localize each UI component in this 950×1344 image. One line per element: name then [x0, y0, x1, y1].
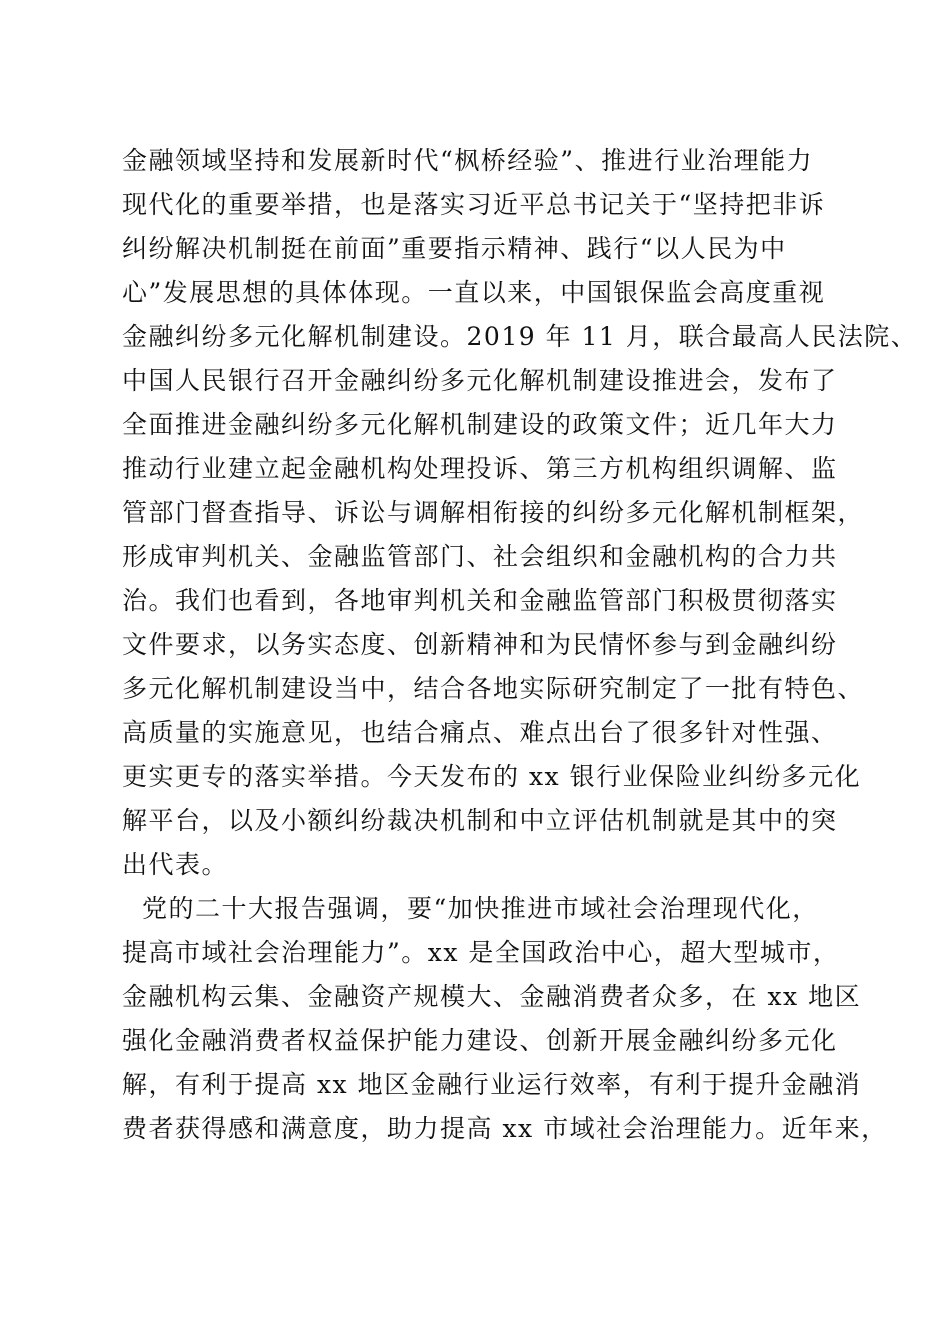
text-line: 高质量的实施意见，也结合痛点、难点出台了很多针对性强、 [122, 718, 838, 747]
text-line: 文件要求，以务实态度、创新精神和为民情怀参与到金融纠纷 [122, 630, 838, 659]
text-line: 心”发展思想的具体体现。一直以来，中国银保监会高度重视 [122, 278, 826, 307]
text-line: 提高市域社会治理能力”。xx 是全国政治中心，超大型城市， [122, 938, 840, 967]
text-line: 治。我们也看到，各地审判机关和金融监管部门积极贯彻落实 [122, 586, 838, 615]
text-line: 纠纷解决机制挺在前面”重要指示精神、践行“以人民为中 [122, 234, 787, 263]
text-line: 推动行业建立起金融机构处理投诉、第三方机构组织调解、监 [122, 454, 838, 483]
text-line: 现代化的重要举措，也是落实习近平总书记关于“坚持把非诉 [122, 190, 826, 219]
text-line: 解，有利于提高 xx 地区金融行业运行效率，有利于提升金融消 [122, 1070, 862, 1099]
text-line: 形成审判机关、金融监管部门、社会组织和金融机构的合力共 [122, 542, 838, 571]
paragraph-start-line: 党的二十大报告强调，要“加快推进市域社会治理现代化， [142, 894, 819, 923]
text-line: 全面推进金融纠纷多元化解机制建设的政策文件；近几年大力 [122, 410, 838, 439]
body-text [122, 139, 918, 1151]
text-line: 金融机构云集、金融资产规模大、金融消费者众多，在 xx 地区 [122, 982, 862, 1011]
text-line: 强化金融消费者权益保护能力建设、创新开展金融纠纷多元化 [122, 1026, 838, 1055]
text-line: 费者获得感和满意度，助力提高 xx 市域社会治理能力。近年来， [122, 1114, 888, 1143]
text-line: 金融领域坚持和发展新时代“枫桥经验”、推进行业治理能力 [122, 146, 814, 175]
text-line: 金融纠纷多元化解机制建设。2019 年 11 月，联合最高人民法院、 [122, 322, 918, 351]
text-line: 出代表。 [122, 850, 229, 879]
text-line: 中国人民银行召开金融纠纷多元化解机制建设推进会，发布了 [122, 366, 838, 395]
text-line: 管部门督查指导、诉讼与调解相衔接的纠纷多元化解机制框架， [122, 498, 865, 527]
text-line: 解平台，以及小额纠纷裁决机制和中立评估机制就是其中的突 [122, 806, 838, 835]
text-line: 多元化解机制建设当中，结合各地实际研究制定了一批有特色、 [122, 674, 865, 703]
text-line: 更实更专的落实举措。今天发布的 xx 银行业保险业纠纷多元化 [122, 762, 862, 791]
